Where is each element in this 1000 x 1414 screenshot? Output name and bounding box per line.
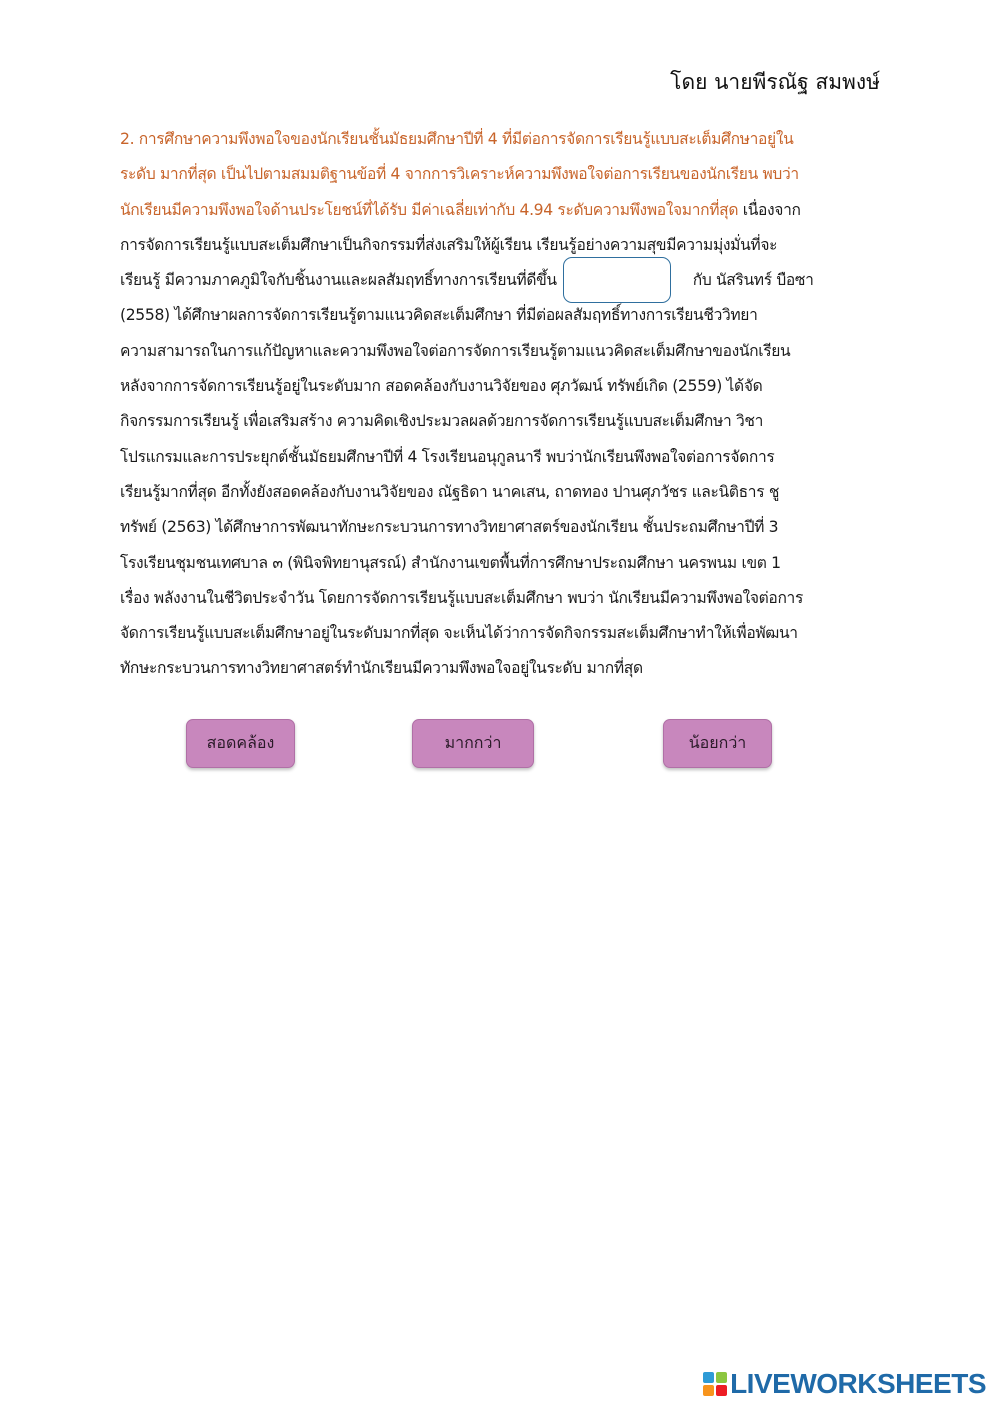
paragraph-line: โปรแกรมและการประยุกต์ชั้นมัธยมศึกษาปีที่ 4 โรงเรียนอนุกูลนารี พบว่านักเรียนพึงพอใจต่อการจัดการ	[120, 447, 775, 466]
paragraph-line-with-blank	[120, 263, 880, 298]
paragraph-line: การจัดการเรียนรู้แบบสะเต็มศึกษาเป็นกิจกรรมที่ส่งเสริมให้ผู้เรียน เรียนรู้อย่างความสุขมีความมุ่งมั่นที่จะ	[120, 235, 778, 254]
paragraph-line: ความสามารถในการแก้ปัญหาและความพึงพอใจต่อการจัดการเรียนรู้ตามแนวคิดสะเต็มศึกษาของนักเรียน	[120, 341, 791, 360]
paragraph-line: หลังจากการจัดการเรียนรู้อยู่ในระดับมาก สอดคล้องกับงานวิจัยของ ศุภวัฒน์ ทรัพย์เกิด (2559) ได้จัด	[120, 377, 763, 396]
logo-text: LIVEWORKSHEETS	[730, 1368, 986, 1399]
answer-drop-box[interactable]	[563, 257, 671, 303]
choice-button-consistent[interactable]: สอดคล้อง	[186, 719, 295, 768]
paragraph-line	[120, 193, 880, 228]
paragraph-line-black-part: เนื่องจาก	[738, 200, 801, 219]
paragraph	[120, 122, 880, 687]
paragraph-line: กิจกรรมการเรียนรู้ เพื่อเสริมสร้าง ความคิดเชิงประมวลผลด้วยการจัดการเรียนรู้แบบสะเต็มศึกษา วิชา	[120, 412, 764, 431]
choice-button-more-than[interactable]: มากกว่า	[412, 719, 534, 768]
text-before-blank: เรียนรู้ มีความภาคภูมิใจกับชิ้นงานและผลสัมฤทธิ์ทางการเรียนที่ดีขึ้น	[120, 271, 557, 290]
paragraph-line: 2. การศึกษาความพึงพอใจของนักเรียนชั้นมัธยมศึกษาปีที่ 4 ที่มีต่อการจัดการเรียนรู้แบบสะเต็มศึกษาอยู่ใน	[120, 130, 794, 148]
paragraph-line: ทักษะกระบวนการทางวิทยาศาสตร์ทำนักเรียนมีความพึงพอใจอยู่ในระดับ มากที่สุด	[120, 659, 643, 678]
text-after-blank: กับ นัสรินทร์ บือซา	[692, 271, 814, 290]
logo-grid-icon	[703, 1372, 727, 1396]
paragraph-line: ทรัพย์ (2563) ได้ศึกษาการพัฒนาทักษะกระบวนการทางวิทยาศาสตร์ของนักเรียน ชั้นประถมศึกษาปีที่ 3	[120, 518, 779, 537]
paragraph-line: เรียนรู้มากที่สุด อีกทั้งยังสอดคล้องกับงานวิจัยของ ณัฐธิดา นาคเสน, ถาดทอง ปานศุภวัชร และนิติธาร ชู	[120, 482, 780, 501]
paragraph-line-orange-part: นักเรียนมีความพึงพอใจด้านประโยชน์ที่ได้รับ มีค่าเฉลี่ยเท่ากับ 4.94 ระดับความพึงพอใจมากที่สุด	[120, 200, 739, 219]
paragraph-line: เรื่อง พลังงานในชีวิตประจำวัน โดยการจัดการเรียนรู้แบบสะเต็มศึกษา พบว่า นักเรียนมีความพึงพอใจต่อการ	[120, 588, 803, 607]
paragraph-line: โรงเรียนชุมชนเทศบาล ๓ (พินิจพิทยานุสรณ์) สำนักงานเขตพื้นที่การศึกษาประถมศึกษา นครพนม เขต 1	[120, 553, 781, 572]
author-line: โดย นายพีรณัฐ สมพงษ์	[670, 70, 880, 94]
paragraph-line: จัดการเรียนรู้แบบสะเต็มศึกษาอยู่ในระดับมากที่สุด จะเห็นได้ว่าการจัดกิจกรรมสะเต็มศึกษาทำให้เพื่อพัฒนา	[120, 624, 798, 643]
liveworksheets-logo	[703, 1368, 986, 1400]
choice-button-less-than[interactable]: น้อยกว่า	[663, 719, 772, 768]
paragraph-line: ระดับ มากที่สุด เป็นไปตามสมมติฐานข้อที่ 4 จากการวิเคราะห์ความพึงพอใจต่อการเรียนของนักเรียน พบว่า	[120, 165, 799, 184]
paragraph-line: (2558) ได้ศึกษาผลการจัดการเรียนรู้ตามแนวคิดสะเต็มศึกษา ที่มีต่อผลสัมฤทธิ์ทางการเรียนชีววิทยา	[120, 306, 758, 325]
